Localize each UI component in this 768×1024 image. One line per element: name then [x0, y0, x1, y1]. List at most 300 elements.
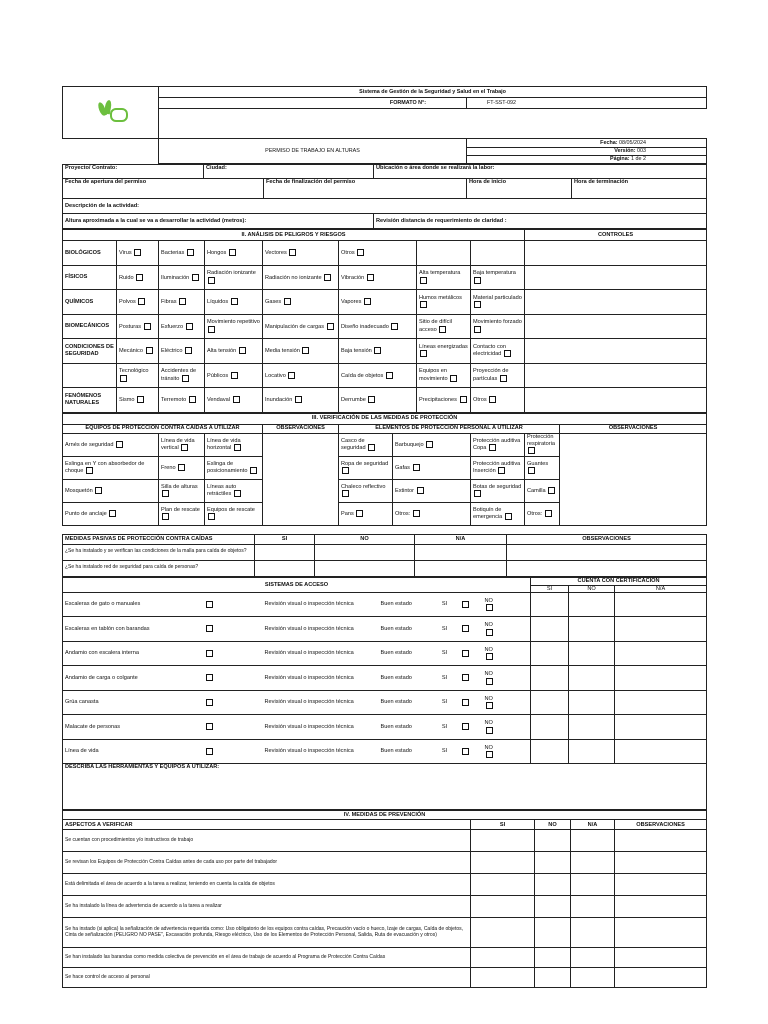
- ppe-item[interactable]: [339, 502, 393, 525]
- fall-equipment-checkbox[interactable]: [181, 444, 188, 451]
- prev-si-cell[interactable]: [471, 830, 535, 852]
- ppe-checkbox[interactable]: [356, 510, 363, 517]
- prev-si-cell[interactable]: [471, 874, 535, 896]
- access-system-checkbox[interactable]: [206, 674, 213, 681]
- hazard-item[interactable]: [159, 388, 205, 413]
- hazard-checkbox[interactable]: [179, 298, 186, 305]
- hazard-item[interactable]: [117, 265, 159, 290]
- fall-equipment-checkbox[interactable]: [234, 490, 241, 497]
- access-si-checkbox[interactable]: [462, 723, 469, 730]
- hazard-checkbox[interactable]: [439, 326, 446, 333]
- access-no-cell[interactable]: [483, 666, 531, 691]
- fall-equipment-item[interactable]: [205, 433, 263, 456]
- cert-no-cell[interactable]: [569, 641, 615, 666]
- hazard-checkbox[interactable]: [187, 249, 194, 256]
- hazard-item[interactable]: [205, 339, 263, 364]
- access-si-checkbox-cell[interactable]: [459, 641, 483, 666]
- prev-na-cell[interactable]: [571, 874, 615, 896]
- fall-equipment-label: Líneas auto retráctiles: [207, 483, 237, 497]
- hora-inicio-field[interactable]: Hora de inicio: [467, 179, 572, 199]
- controls-cell[interactable]: [525, 241, 707, 266]
- ppe-checkbox[interactable]: [413, 464, 420, 471]
- observaciones2-cell[interactable]: [560, 433, 707, 525]
- passive-si-cell[interactable]: [255, 544, 315, 560]
- hazard-checkbox[interactable]: [208, 277, 215, 284]
- hazard-item[interactable]: [159, 290, 205, 315]
- prev-si-cell[interactable]: [471, 896, 535, 918]
- hazard-checkbox[interactable]: [134, 249, 141, 256]
- hazard-checkbox[interactable]: [229, 249, 236, 256]
- fall-equipment-checkbox[interactable]: [162, 490, 169, 497]
- cert-na-cell[interactable]: [615, 641, 707, 666]
- ppe-item[interactable]: [393, 502, 471, 525]
- access-system-checkbox[interactable]: [206, 699, 213, 706]
- access-system-checkbox[interactable]: [206, 748, 213, 755]
- ppe-checkbox[interactable]: [342, 467, 349, 474]
- ppe-item[interactable]: [393, 479, 471, 502]
- hazard-item-label: Caída de objetos: [341, 372, 384, 379]
- access-no-cell[interactable]: [483, 641, 531, 666]
- prev-obs-cell[interactable]: [615, 896, 707, 918]
- access-no-cell[interactable]: [483, 715, 531, 740]
- format-label: FORMATO N°:: [159, 98, 467, 109]
- controls-cell[interactable]: [525, 290, 707, 315]
- cert-na-cell[interactable]: [615, 666, 707, 691]
- ppe-item[interactable]: [525, 433, 560, 456]
- fall-equipment-checkbox[interactable]: [178, 464, 185, 471]
- prev-na-cell[interactable]: [571, 830, 615, 852]
- hazard-item[interactable]: [117, 339, 159, 364]
- cert-si-cell[interactable]: [531, 617, 569, 642]
- prev-na-cell[interactable]: [571, 852, 615, 874]
- prev-obs-cell[interactable]: [615, 874, 707, 896]
- ppe-item[interactable]: [471, 433, 525, 456]
- ppe-checkbox[interactable]: [417, 487, 424, 494]
- hazard-checkbox[interactable]: [231, 298, 238, 305]
- hazard-checkbox[interactable]: [474, 326, 481, 333]
- prev-na-cell[interactable]: [571, 896, 615, 918]
- access-checkbox-cell[interactable]: [203, 617, 263, 642]
- ppe-item[interactable]: [339, 433, 393, 456]
- hazard-checkbox[interactable]: [231, 372, 238, 379]
- fall-equipment-checkbox[interactable]: [250, 467, 257, 474]
- access-system-checkbox[interactable]: [206, 723, 213, 730]
- hazard-item[interactable]: [263, 241, 339, 266]
- hazard-item[interactable]: [117, 388, 159, 413]
- ppe-item[interactable]: [393, 456, 471, 479]
- hazard-checkbox[interactable]: [189, 396, 196, 403]
- hazard-item[interactable]: [417, 339, 471, 364]
- logo-cell: [63, 87, 159, 139]
- access-no-label: NO: [484, 622, 493, 629]
- prev-obs-cell[interactable]: [615, 968, 707, 988]
- ppe-checkbox[interactable]: [489, 444, 496, 451]
- ppe-checkbox[interactable]: [426, 441, 433, 448]
- fall-equipment-label: Eslinga en Y con absorbedor de choque: [65, 460, 145, 474]
- fall-equipment-checkbox[interactable]: [208, 513, 215, 520]
- fecha-finalizacion-field[interactable]: Fecha de finalización del permiso: [264, 179, 467, 199]
- fall-equipment-checkbox[interactable]: [95, 487, 102, 494]
- prev-si-header: SI: [471, 820, 535, 830]
- hazard-checkbox[interactable]: [302, 347, 309, 354]
- hazard-item[interactable]: [339, 388, 417, 413]
- hazard-checkbox[interactable]: [284, 298, 291, 305]
- prev-no-cell[interactable]: [535, 852, 571, 874]
- hazard-checkbox[interactable]: [146, 347, 153, 354]
- access-review-label: Revisión visual o inspección técnica: [263, 617, 379, 642]
- prev-obs-cell[interactable]: [615, 852, 707, 874]
- access-si-checkbox[interactable]: [462, 625, 469, 632]
- access-table: [62, 577, 707, 811]
- prev-no-cell[interactable]: [535, 968, 571, 988]
- ubicacion-field[interactable]: Ubicación o área donde se realizará la labor:: [374, 165, 707, 179]
- hazard-checkbox[interactable]: [364, 298, 371, 305]
- hazard-item[interactable]: [471, 314, 525, 339]
- hazard-item-label: Vibración: [341, 274, 365, 281]
- ppe-item[interactable]: [471, 456, 525, 479]
- hazard-item[interactable]: [417, 265, 471, 290]
- hazard-checkbox[interactable]: [288, 372, 295, 379]
- hazard-item[interactable]: [339, 265, 417, 290]
- hazard-item[interactable]: [205, 265, 263, 290]
- hazard-checkbox[interactable]: [144, 323, 151, 330]
- fall-equipment-checkbox[interactable]: [86, 467, 93, 474]
- hazard-item[interactable]: [417, 314, 471, 339]
- hazard-item[interactable]: [159, 363, 205, 388]
- general-info-table: [62, 164, 707, 229]
- controls-cell[interactable]: [525, 265, 707, 290]
- hazard-item[interactable]: [263, 314, 339, 339]
- hazard-item[interactable]: [471, 290, 525, 315]
- fall-equipment-item[interactable]: [63, 502, 159, 525]
- hazard-item[interactable]: [117, 241, 159, 266]
- hazard-checkbox[interactable]: [489, 396, 496, 403]
- prev-si-cell[interactable]: [471, 948, 535, 968]
- access-si-checkbox-cell[interactable]: [459, 739, 483, 764]
- hazard-checkbox[interactable]: [460, 396, 467, 403]
- fall-equipment-label: Línea de vida horizontal: [207, 437, 241, 451]
- passive-no-cell[interactable]: [315, 560, 415, 576]
- hazard-row: [63, 241, 707, 266]
- hazard-checkbox[interactable]: [295, 396, 302, 403]
- hazard-item[interactable]: [205, 363, 263, 388]
- ppe-item[interactable]: [471, 479, 525, 502]
- fall-equipment-item[interactable]: [159, 502, 205, 525]
- fall-equipment-item[interactable]: [159, 479, 205, 502]
- hazard-checkbox[interactable]: [367, 274, 374, 281]
- ppe-item[interactable]: [339, 479, 393, 502]
- fecha-apertura-field[interactable]: Fecha de apertura del permiso: [63, 179, 264, 199]
- access-system-checkbox[interactable]: [206, 650, 213, 657]
- access-si-checkbox[interactable]: [462, 601, 469, 608]
- hazard-item[interactable]: [263, 363, 339, 388]
- tools-field[interactable]: DESCRIBA LAS HERRAMIENTAS Y EQUIPOS A UTILIZAR:: [63, 764, 707, 810]
- proyecto-field[interactable]: Proyecto/ Contrato:: [63, 165, 204, 179]
- prev-na-cell[interactable]: [571, 948, 615, 968]
- fall-equipment-checkbox[interactable]: [109, 510, 116, 517]
- hazard-item[interactable]: [263, 339, 339, 364]
- prev-obs-cell[interactable]: [615, 918, 707, 948]
- hazard-item[interactable]: [263, 290, 339, 315]
- hazard-checkbox[interactable]: [474, 277, 481, 284]
- ppe-item[interactable]: [339, 456, 393, 479]
- fall-equipment-checkbox[interactable]: [116, 441, 123, 448]
- ppe-item[interactable]: [393, 433, 471, 456]
- hazard-checkbox[interactable]: [374, 347, 381, 354]
- fall-equipment-item[interactable]: [159, 456, 205, 479]
- prev-na-cell[interactable]: [571, 968, 615, 988]
- access-checkbox-cell[interactable]: [203, 739, 263, 764]
- prev-no-cell[interactable]: [535, 948, 571, 968]
- hazard-item[interactable]: [263, 388, 339, 413]
- access-state-label: Buen estado: [379, 592, 431, 617]
- passive-question: ¿Se ha instalado y se verifican las condiciones de la malla para caída de objetos?: [63, 544, 255, 560]
- access-checkbox-cell[interactable]: [203, 641, 263, 666]
- ppe-checkbox[interactable]: [474, 490, 481, 497]
- fall-equipment-checkbox[interactable]: [234, 444, 241, 451]
- hazard-item-label: Radiación no ionizante: [265, 274, 322, 281]
- hazard-item-label: Vectores: [265, 250, 287, 257]
- ciudad-field[interactable]: Ciudad:: [204, 165, 374, 179]
- hazard-item[interactable]: [117, 363, 159, 388]
- hazard-item[interactable]: [205, 314, 263, 339]
- hazard-checkbox[interactable]: [386, 372, 393, 379]
- hazard-checkbox[interactable]: [420, 350, 427, 357]
- hazard-checkbox[interactable]: [504, 350, 511, 357]
- ppe-checkbox[interactable]: [368, 444, 375, 451]
- hazard-checkbox[interactable]: [137, 396, 144, 403]
- access-si-checkbox[interactable]: [462, 650, 469, 657]
- ppe-checkbox[interactable]: [505, 513, 512, 520]
- access-checkbox-cell[interactable]: [203, 715, 263, 740]
- cert-si-cell[interactable]: [531, 715, 569, 740]
- passive-na-cell[interactable]: [415, 560, 507, 576]
- hazard-item[interactable]: [417, 363, 471, 388]
- prev-obs-cell[interactable]: [615, 948, 707, 968]
- access-no-cell[interactable]: [483, 617, 531, 642]
- cert-na-cell[interactable]: [615, 617, 707, 642]
- cert-na-cell[interactable]: [615, 739, 707, 764]
- revision-distancia-field[interactable]: Revisión distancia de requerimiento de claridad :: [374, 214, 707, 229]
- controls-cell[interactable]: [525, 363, 707, 388]
- hazard-item[interactable]: [417, 388, 471, 413]
- hazard-item[interactable]: [339, 363, 417, 388]
- access-no-checkbox[interactable]: [486, 629, 493, 636]
- hazard-row: [63, 339, 707, 364]
- cert-na-cell[interactable]: [615, 690, 707, 715]
- access-no-checkbox[interactable]: [486, 604, 493, 611]
- controls-cell[interactable]: [525, 314, 707, 339]
- cert-no-cell[interactable]: [569, 617, 615, 642]
- prev-no-cell[interactable]: [535, 918, 571, 948]
- ppe-checkbox[interactable]: [528, 447, 535, 454]
- hazard-item[interactable]: [471, 265, 525, 290]
- hazard-checkbox[interactable]: [324, 274, 331, 281]
- cert-no-cell[interactable]: [569, 666, 615, 691]
- hazard-checkbox[interactable]: [136, 274, 143, 281]
- cert-si-cell[interactable]: [531, 690, 569, 715]
- cert-na-cell[interactable]: [615, 592, 707, 617]
- passive-title: MEDIDAS PASIVAS DE PROTECCIÓN CONTRA CAÍDAS: [63, 534, 255, 544]
- cert-no-cell[interactable]: [569, 715, 615, 740]
- cert-si-cell[interactable]: [531, 592, 569, 617]
- cert-no-cell[interactable]: [569, 739, 615, 764]
- passive-no-cell[interactable]: [315, 544, 415, 560]
- ppe-item[interactable]: [525, 502, 560, 525]
- hazard-checkbox[interactable]: [391, 323, 398, 330]
- hazard-item[interactable]: [339, 314, 417, 339]
- hazard-item[interactable]: [263, 265, 339, 290]
- hazard-checkbox[interactable]: [120, 375, 127, 382]
- passive-na-cell[interactable]: [415, 544, 507, 560]
- passive-obs-cell[interactable]: [507, 560, 707, 576]
- fall-equipment-checkbox[interactable]: [162, 513, 169, 520]
- controls-cell[interactable]: [525, 339, 707, 364]
- hazard-checkbox[interactable]: [192, 274, 199, 281]
- fall-equipment-item[interactable]: [205, 479, 263, 502]
- access-si-checkbox-cell[interactable]: [459, 617, 483, 642]
- prev-no-cell[interactable]: [535, 874, 571, 896]
- access-si-checkbox-cell[interactable]: [459, 592, 483, 617]
- ppe-checkbox[interactable]: [528, 467, 535, 474]
- access-si-checkbox-cell[interactable]: [459, 715, 483, 740]
- access-si-checkbox-cell[interactable]: [459, 690, 483, 715]
- fall-equipment-item[interactable]: [205, 502, 263, 525]
- prev-si-cell[interactable]: [471, 918, 535, 948]
- ppe-item[interactable]: [525, 456, 560, 479]
- prev-si-cell[interactable]: [471, 968, 535, 988]
- access-si-checkbox[interactable]: [462, 699, 469, 706]
- ppe-item[interactable]: [471, 502, 525, 525]
- fall-equipment-item[interactable]: [63, 456, 159, 479]
- cert-no-cell[interactable]: [569, 592, 615, 617]
- hazard-item[interactable]: [471, 363, 525, 388]
- hazard-item[interactable]: [205, 388, 263, 413]
- hora-terminacion-field[interactable]: Hora de terminación: [572, 179, 707, 199]
- access-review-label: Revisión visual o inspección técnica: [263, 739, 379, 764]
- access-system-checkbox[interactable]: [206, 601, 213, 608]
- hazard-checkbox[interactable]: [368, 396, 375, 403]
- ppe-checkbox[interactable]: [548, 487, 555, 494]
- access-checkbox-cell[interactable]: [203, 592, 263, 617]
- hazard-item[interactable]: [117, 290, 159, 315]
- hazard-checkbox[interactable]: [420, 301, 427, 308]
- prevention-row: [63, 918, 707, 948]
- fall-equipment-item[interactable]: [63, 433, 159, 456]
- altura-field[interactable]: Altura aproximada a la cual se va a desarrollar la actividad (metros):: [63, 214, 374, 229]
- hazard-item[interactable]: [117, 314, 159, 339]
- hazard-item[interactable]: [159, 265, 205, 290]
- prev-na-cell[interactable]: [571, 918, 615, 948]
- hazard-item[interactable]: [339, 339, 417, 364]
- hazard-item[interactable]: [159, 314, 205, 339]
- hazard-checkbox[interactable]: [138, 298, 145, 305]
- access-checkbox-cell[interactable]: [203, 690, 263, 715]
- access-system-checkbox[interactable]: [206, 625, 213, 632]
- fall-equipment-item[interactable]: [205, 456, 263, 479]
- hazard-checkbox[interactable]: [233, 396, 240, 403]
- controls-cell[interactable]: [525, 388, 707, 413]
- hazard-checkbox[interactable]: [450, 375, 457, 382]
- ppe-label: Otros:: [527, 510, 543, 517]
- fall-equipment-label: Arnés de seguridad: [65, 441, 114, 448]
- hazard-checkbox[interactable]: [185, 347, 192, 354]
- hazard-checkbox[interactable]: [289, 249, 296, 256]
- hazard-item[interactable]: [339, 241, 417, 266]
- cert-na-cell[interactable]: [615, 715, 707, 740]
- access-no-checkbox[interactable]: [486, 653, 493, 660]
- hazard-item[interactable]: [205, 290, 263, 315]
- hazard-item[interactable]: [205, 241, 263, 266]
- hazard-checkbox[interactable]: [208, 326, 215, 333]
- ppe-checkbox[interactable]: [342, 490, 349, 497]
- cert-si-cell[interactable]: [531, 641, 569, 666]
- prev-obs-cell[interactable]: [615, 830, 707, 852]
- observaciones-cell[interactable]: [263, 433, 339, 525]
- access-checkbox-cell[interactable]: [203, 666, 263, 691]
- hazard-checkbox[interactable]: [474, 301, 481, 308]
- access-no-cell[interactable]: [483, 739, 531, 764]
- fall-equipment-item[interactable]: [63, 479, 159, 502]
- passive-si-cell[interactable]: [255, 560, 315, 576]
- access-no-cell[interactable]: [483, 592, 531, 617]
- hazard-category: FÍSICOS: [63, 265, 117, 290]
- hazard-item[interactable]: [159, 241, 205, 266]
- hazard-checkbox[interactable]: [327, 323, 334, 330]
- access-no-checkbox[interactable]: [486, 678, 493, 685]
- ppe-checkbox[interactable]: [498, 467, 505, 474]
- cert-no-cell[interactable]: [569, 690, 615, 715]
- hazard-row: [63, 265, 707, 290]
- hazard-item[interactable]: [471, 388, 525, 413]
- fall-equipment-label: Punto de anclaje: [65, 510, 107, 517]
- passive-obs-cell[interactable]: [507, 544, 707, 560]
- ppe-item[interactable]: [525, 479, 560, 502]
- descripcion-field[interactable]: Descripción de la actividad:: [63, 199, 707, 214]
- hazard-checkbox[interactable]: [239, 347, 246, 354]
- hazard-checkbox[interactable]: [500, 375, 507, 382]
- access-no-checkbox[interactable]: [486, 702, 493, 709]
- prev-si-cell[interactable]: [471, 852, 535, 874]
- hazard-checkbox[interactable]: [357, 249, 364, 256]
- hazard-checkbox[interactable]: [182, 375, 189, 382]
- cert-si-cell[interactable]: [531, 666, 569, 691]
- access-si-checkbox-cell[interactable]: [459, 666, 483, 691]
- hazard-item[interactable]: [339, 290, 417, 315]
- access-si-checkbox[interactable]: [462, 674, 469, 681]
- cert-si-cell[interactable]: [531, 739, 569, 764]
- access-no-checkbox[interactable]: [486, 727, 493, 734]
- access-state-label: Buen estado: [379, 715, 431, 740]
- ppe-label: Botiquín de emergencia: [473, 506, 503, 520]
- hazard-item[interactable]: [471, 339, 525, 364]
- prev-no-cell[interactable]: [535, 830, 571, 852]
- access-no-checkbox[interactable]: [486, 751, 493, 758]
- hazard-checkbox[interactable]: [186, 323, 193, 330]
- ppe-checkbox[interactable]: [413, 510, 420, 517]
- fall-equipment-item[interactable]: [159, 433, 205, 456]
- access-si-checkbox[interactable]: [462, 748, 469, 755]
- hazard-checkbox[interactable]: [420, 277, 427, 284]
- access-no-cell[interactable]: [483, 690, 531, 715]
- ppe-checkbox[interactable]: [545, 510, 552, 517]
- hazard-item[interactable]: [159, 339, 205, 364]
- fecha-value: 08/05/2024: [619, 139, 647, 146]
- prev-no-cell[interactable]: [535, 896, 571, 918]
- hazard-item[interactable]: [417, 290, 471, 315]
- hazard-item-label: Contacto con electricidad: [473, 343, 506, 358]
- hazard-item-label: Otros: [341, 250, 355, 257]
